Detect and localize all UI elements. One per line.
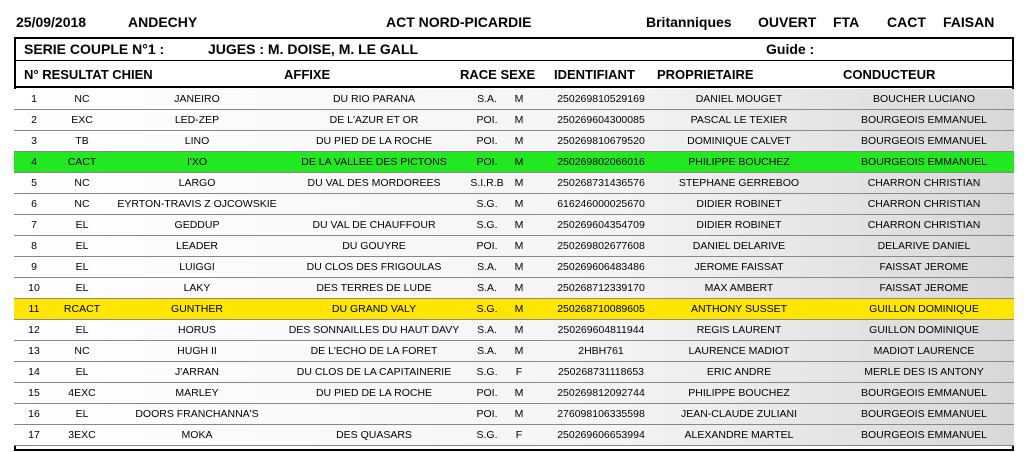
entry-proprietaire: DOMINIQUE CALVET xyxy=(687,135,791,147)
entry-sexe: F xyxy=(515,366,523,378)
entry-conducteur: GUILLON DOMINIQUE xyxy=(869,324,979,336)
entry-dog-name: LEADER xyxy=(175,240,218,252)
table-row xyxy=(14,110,1014,131)
entry-proprietaire: JEROME FAISSAT xyxy=(694,261,784,273)
table-row xyxy=(14,320,1014,341)
trial-class: OUVERT xyxy=(758,14,817,30)
entry-result: NC xyxy=(74,198,90,210)
entry-identifiant: 250269604354709 xyxy=(557,219,645,231)
entry-proprietaire: DANIEL MOUGET xyxy=(695,93,783,105)
trial-cact: CACT xyxy=(887,14,926,30)
entry-race: S.G. xyxy=(476,219,498,231)
table-row xyxy=(14,362,1014,383)
entry-number: 6 xyxy=(31,198,37,210)
entry-race: POI. xyxy=(476,114,498,126)
entry-proprietaire: PHILIPPE BOUCHEZ xyxy=(688,156,790,168)
entry-affixe: DU VAL DES MORDOREES xyxy=(307,177,441,189)
trial-organizer: ACT NORD-PICARDIE xyxy=(386,14,532,30)
entry-affixe: DU GOUYRE xyxy=(342,240,406,252)
entry-proprietaire: LAURENCE MADIOT xyxy=(688,345,790,357)
entry-result: CACT xyxy=(67,156,97,168)
entry-affixe: DES TERRES DE LUDE xyxy=(316,282,432,294)
table-row xyxy=(14,215,1014,236)
entry-affixe: DU CLOS DE LA CAPITAINERIE xyxy=(296,366,452,378)
entry-race: POI. xyxy=(476,135,498,147)
entry-conducteur: DELARIVE DANIEL xyxy=(877,240,971,252)
entry-dog-name: I'XO xyxy=(186,156,208,168)
entry-result: TB xyxy=(75,135,89,147)
entry-dog-name: DOORS FRANCHANNA'S xyxy=(135,408,259,420)
entry-sexe: M xyxy=(514,177,524,189)
table-row xyxy=(14,131,1014,152)
entry-number: 4 xyxy=(31,156,37,168)
entry-conducteur: MERLE DES IS ANTONY xyxy=(864,366,984,378)
trial-location: ANDECHY xyxy=(128,14,198,30)
entry-race: S.A. xyxy=(477,282,497,294)
entry-conducteur: BOUCHER LUCIANO xyxy=(872,93,976,105)
entry-dog-name: JANEIRO xyxy=(174,93,220,105)
entry-race: S.A. xyxy=(477,261,497,273)
entry-race: POI. xyxy=(476,240,498,252)
entry-identifiant: 250269606483486 xyxy=(557,261,645,273)
trial-game: FAISAN xyxy=(943,14,995,30)
entry-conducteur: GUILLON DOMINIQUE xyxy=(869,303,979,315)
entry-race: S.G. xyxy=(476,303,498,315)
entry-number: 11 xyxy=(28,303,40,315)
col-num-result-dog: N° RESULTAT CHIEN xyxy=(24,67,153,82)
entry-identifiant: 2HBH761 xyxy=(578,345,624,357)
entry-conducteur: CHARRON CHRISTIAN xyxy=(867,177,981,189)
entry-affixe: DU PIED DE LA ROCHE xyxy=(315,387,433,399)
entry-result: EL xyxy=(75,240,89,252)
entry-proprietaire: PASCAL LE TEXIER xyxy=(690,114,788,126)
entry-identifiant: 616246000025670 xyxy=(557,198,645,210)
entry-identifiant: 276098106335598 xyxy=(557,408,645,420)
col-conducteur: CONDUCTEUR xyxy=(843,67,936,82)
table-row xyxy=(14,404,1014,425)
entry-identifiant: 250269810529169 xyxy=(557,93,645,105)
entry-identifiant: 250268712339170 xyxy=(557,282,645,294)
serie-row xyxy=(14,37,1014,61)
entry-number: 3 xyxy=(31,135,37,147)
entry-result: NC xyxy=(74,93,90,105)
entry-affixe: DU CLOS DES FRIGOULAS xyxy=(306,261,442,273)
entry-number: 15 xyxy=(28,387,40,399)
entry-conducteur: BOURGEOIS EMMANUEL xyxy=(860,387,988,399)
entry-sexe: F xyxy=(515,429,523,441)
entry-race: S.G. xyxy=(476,366,498,378)
entry-dog-name: HUGH II xyxy=(177,345,217,357)
entry-proprietaire: PHILIPPE BOUCHEZ xyxy=(688,387,790,399)
entry-dog-name: J'ARRAN xyxy=(174,366,219,378)
entry-affixe: DE LA VALLEE DES PICTONS xyxy=(301,156,447,168)
entry-dog-name: GUNTHER xyxy=(171,303,223,315)
document-header xyxy=(0,8,1024,34)
entry-sexe: M xyxy=(514,387,524,399)
table-row xyxy=(14,383,1014,404)
entry-sexe: M xyxy=(514,93,524,105)
entry-affixe: DE L'AZUR ET OR xyxy=(329,114,419,126)
entry-proprietaire: ANTHONY SUSSET xyxy=(690,303,788,315)
entry-dog-name: LAKY xyxy=(183,282,211,294)
entry-proprietaire: ALEXANDRE MARTEL xyxy=(684,429,794,441)
entry-number: 5 xyxy=(31,177,37,189)
entry-dog-name: LED-ZEP xyxy=(174,114,220,126)
entry-race: S.G. xyxy=(476,198,498,210)
table-row xyxy=(14,257,1014,278)
guide-label: Guide : xyxy=(766,41,815,57)
col-affixe: AFFIXE xyxy=(284,67,331,82)
entry-race: S.G. xyxy=(476,429,498,441)
entry-affixe: DU PIED DE LA ROCHE xyxy=(315,135,433,147)
entry-sexe: M xyxy=(514,408,524,420)
judges-label: JUGES : M. DOISE, M. LE GALL xyxy=(208,41,419,57)
entry-sexe: M xyxy=(514,240,524,252)
entry-number: 16 xyxy=(28,408,40,420)
entry-sexe: M xyxy=(514,303,524,315)
entry-number: 14 xyxy=(28,366,40,378)
entry-number: 8 xyxy=(31,240,37,252)
entry-conducteur: FAISSAT JEROME xyxy=(879,282,969,294)
entry-number: 17 xyxy=(28,429,40,441)
entry-conducteur: BOURGEOIS EMMANUEL xyxy=(860,156,988,168)
entry-dog-name: EYRTON-TRAVIS Z OJCOWSKIE xyxy=(117,198,277,210)
entry-result: EL xyxy=(75,408,89,420)
entry-proprietaire: STEPHANE GERREBOO xyxy=(678,177,800,189)
entry-conducteur: BOURGEOIS EMMANUEL xyxy=(860,135,988,147)
entry-dog-name: MOKA xyxy=(181,429,213,441)
entry-result: NC xyxy=(74,177,90,189)
entry-proprietaire: MAX AMBERT xyxy=(704,282,774,294)
entry-identifiant: 250269812092744 xyxy=(557,387,645,399)
entry-result: EL xyxy=(75,282,89,294)
entry-result: EL xyxy=(75,219,89,231)
entry-dog-name: LINO xyxy=(184,135,210,147)
table-row xyxy=(14,425,1014,446)
entry-conducteur: CHARRON CHRISTIAN xyxy=(867,219,981,231)
trial-category: Britanniques xyxy=(646,14,732,30)
entry-race: S.A. xyxy=(477,324,497,336)
col-proprietaire: PROPRIETAIRE xyxy=(657,67,754,82)
entry-identifiant: 250269802066016 xyxy=(557,156,645,168)
entry-sexe: M xyxy=(514,282,524,294)
entry-number: 10 xyxy=(28,282,40,294)
serie-label: SERIE COUPLE N°1 : xyxy=(24,41,165,57)
entry-conducteur: FAISSAT JEROME xyxy=(879,261,969,273)
entry-result: EL xyxy=(75,366,89,378)
entry-number: 13 xyxy=(28,345,40,357)
entry-conducteur: MADIOT LAURENCE xyxy=(873,345,975,357)
col-race-sexe: RACE SEXE xyxy=(460,67,536,82)
entry-result: EXC xyxy=(71,114,93,126)
entry-affixe: DU VAL DE CHAUFFOUR xyxy=(312,219,436,231)
entry-number: 12 xyxy=(28,324,40,336)
entry-sexe: M xyxy=(514,156,524,168)
entry-number: 2 xyxy=(31,114,37,126)
entry-sexe: M xyxy=(514,219,524,231)
entry-affixe: DE L'ECHO DE LA FORET xyxy=(310,345,438,357)
entry-result: RCACT xyxy=(63,303,101,315)
entry-number: 1 xyxy=(31,93,37,105)
table-row xyxy=(14,194,1014,215)
table-row xyxy=(14,341,1014,362)
entry-sexe: M xyxy=(514,345,524,357)
entry-proprietaire: DIDIER ROBINET xyxy=(696,219,782,231)
entry-dog-name: LARGO xyxy=(178,177,216,189)
entry-identifiant: 250269606653994 xyxy=(557,429,645,441)
entry-race: POI. xyxy=(476,156,498,168)
entry-affixe: DU RIO PARANA xyxy=(332,93,416,105)
entry-race: S.A. xyxy=(477,93,497,105)
entry-affixe: DES SONNAILLES DU HAUT DAVY xyxy=(288,324,460,336)
entry-race: S.A. xyxy=(477,345,497,357)
results-table-body xyxy=(14,89,1014,446)
entry-proprietaire: ERIC ANDRE xyxy=(706,366,772,378)
entry-dog-name: HORUS xyxy=(178,324,216,336)
entry-conducteur: BOURGEOIS EMMANUEL xyxy=(860,429,988,441)
entry-sexe: M xyxy=(514,198,524,210)
entry-affixe: DU GRAND VALY xyxy=(331,303,417,315)
column-header-row xyxy=(14,61,1014,88)
entry-result: NC xyxy=(74,345,90,357)
table-row xyxy=(14,173,1014,194)
table-row xyxy=(14,278,1014,299)
entry-proprietaire: REGIS LAURENT xyxy=(696,324,782,336)
entry-identifiant: 250269802677608 xyxy=(557,240,645,252)
entry-sexe: M xyxy=(514,135,524,147)
entry-sexe: M xyxy=(514,114,524,126)
table-row xyxy=(14,89,1014,110)
table-row xyxy=(14,152,1014,173)
entry-identifiant: 250269810679520 xyxy=(557,135,645,147)
entry-sexe: M xyxy=(514,261,524,273)
entry-result: EL xyxy=(75,324,89,336)
entry-dog-name: GEDDUP xyxy=(174,219,220,231)
entry-number: 7 xyxy=(31,219,37,231)
entry-race: POI. xyxy=(476,408,498,420)
entry-dog-name: LUIGGI xyxy=(179,261,215,273)
entry-race: POI. xyxy=(476,387,498,399)
entry-proprietaire: JEAN-CLAUDE ZULIANI xyxy=(680,408,798,420)
entry-identifiant: 250268731118653 xyxy=(557,366,645,378)
entry-affixe: DES QUASARS xyxy=(336,429,412,441)
entry-proprietaire: DANIEL DELARIVE xyxy=(692,240,786,252)
entry-proprietaire: DIDIER ROBINET xyxy=(696,198,782,210)
table-row xyxy=(14,299,1014,320)
entry-identifiant: 250268710089605 xyxy=(557,303,645,315)
entry-race: S.I.R.B xyxy=(470,177,504,189)
entry-result: 4EXC xyxy=(68,387,96,399)
entry-number: 9 xyxy=(31,261,37,273)
entry-identifiant: 250269604300085 xyxy=(557,114,645,126)
trial-date: 25/09/2018 xyxy=(16,14,87,30)
table-row xyxy=(14,236,1014,257)
col-identifiant: IDENTIFIANT xyxy=(554,67,635,82)
entry-identifiant: 250268731436576 xyxy=(557,177,645,189)
entry-identifiant: 250269604811944 xyxy=(557,324,645,336)
trial-fta: FTA xyxy=(833,14,860,30)
entry-result: 3EXC xyxy=(68,429,96,441)
entry-conducteur: CHARRON CHRISTIAN xyxy=(867,198,981,210)
entry-dog-name: MARLEY xyxy=(175,387,219,399)
entry-conducteur: BOURGEOIS EMMANUEL xyxy=(860,114,988,126)
entry-conducteur: BOURGEOIS EMMANUEL xyxy=(860,408,988,420)
entry-sexe: M xyxy=(514,324,524,336)
entry-result: EL xyxy=(75,261,89,273)
